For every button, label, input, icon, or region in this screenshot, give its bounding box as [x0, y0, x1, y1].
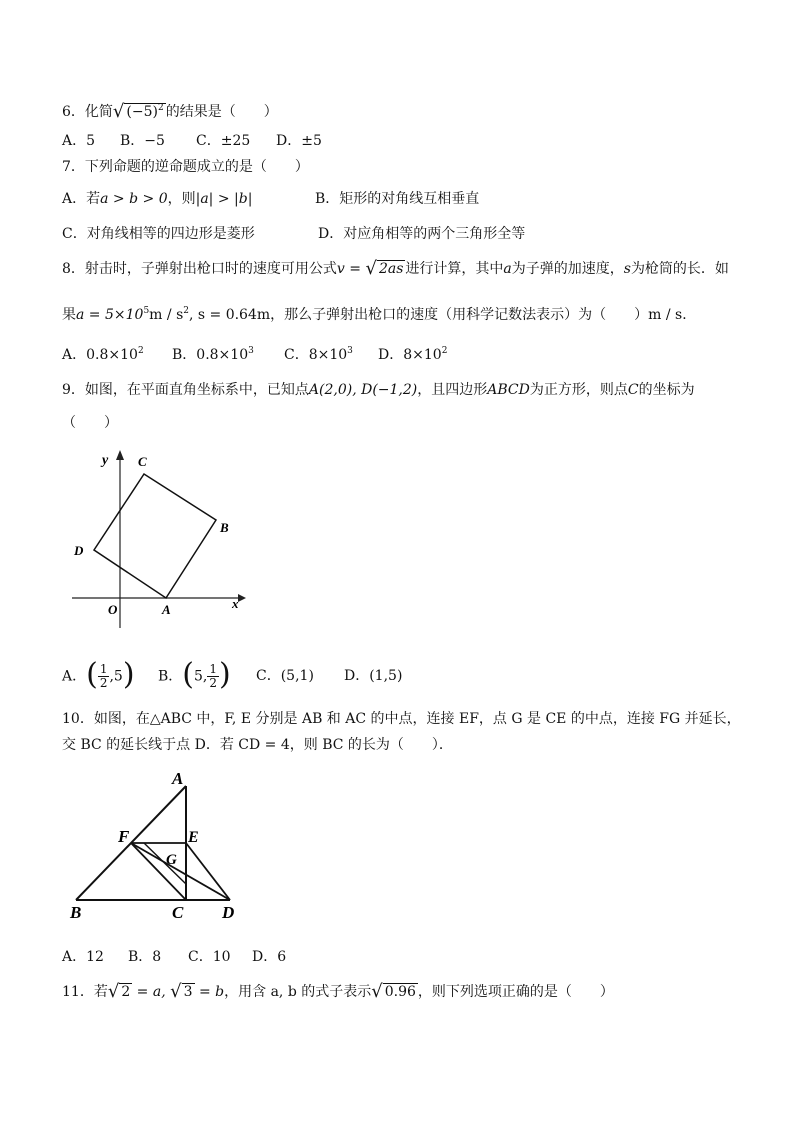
q8-option-b-base: 0.8×10: [196, 347, 249, 363]
q9-text-d: 的坐标为: [638, 382, 695, 398]
q7-option-a-label: A．若: [62, 191, 101, 207]
q8-option-c-exp: 3: [347, 346, 353, 356]
q6-exponent: 2: [157, 103, 164, 113]
q9-x-arrow: [238, 594, 246, 602]
q7-option-a-condition: a > b > 0: [100, 191, 168, 207]
q7-option-a-result: |a| > |b|: [195, 191, 253, 207]
q6-option-a[interactable]: A．5: [62, 133, 96, 149]
q10-label-e: E: [188, 829, 199, 846]
q7-stem: 7．下列命题的逆命题成立的是（ ）: [62, 159, 309, 175]
q10-stem-line2: 交 BC 的延长线于点 D．若 CD = 4，则 BC 的长为（ ）．: [62, 737, 453, 753]
q8-option-b[interactable]: [172, 341, 254, 365]
q10-option-b[interactable]: B．8: [128, 949, 162, 965]
q8-option-a-label: A．: [62, 347, 87, 363]
q8-given-unit-exp: 2: [183, 306, 189, 316]
q9-option-a[interactable]: [62, 656, 135, 692]
q9-text-c: 为正方形，则点: [529, 382, 628, 398]
q8-text-d: 为枪筒的长．如: [630, 261, 729, 277]
q11-radicand-1: 2: [121, 984, 131, 1000]
q6-radical: √ $(-5)^2$: [112, 101, 164, 122]
q8-option-d[interactable]: [378, 341, 447, 365]
q8-given-exp: 5: [143, 306, 150, 316]
q9-option-a-label: A．: [62, 668, 87, 685]
q11-text-mid: ，用含 a, b 的式子表示: [224, 984, 372, 1000]
q9-option-b-numerator: 1: [209, 662, 218, 676]
q6-stem: [62, 98, 278, 122]
q8-given-unit: m / s: [149, 307, 184, 323]
q7-option-a[interactable]: [62, 189, 252, 209]
q9-label-o: O: [108, 602, 118, 617]
q10-label-f: F: [118, 827, 130, 846]
q8-line2-suffix: ，那么子弹射出枪口的速度（用科学记数法表示）为（ ）m / s．: [270, 307, 697, 323]
q11-radicand-3: 0.96: [384, 984, 416, 1000]
q7-option-a-then: ，则: [167, 191, 196, 207]
q6-radicand: (−5): [126, 104, 158, 120]
q8-option-c-base: 8×10: [308, 347, 348, 363]
q9-label-d: D: [74, 543, 84, 558]
q9-text-b: ，且四边形: [417, 382, 488, 398]
q11-radical-3: √ 0.96: [371, 981, 416, 1002]
q8-given-a: a = 5×10: [76, 307, 144, 323]
q11-radical-2: √ 3: [170, 981, 193, 1002]
q8-var-s: s: [623, 261, 631, 277]
q10-label-d: D: [222, 903, 235, 922]
q8-formula-lhs: v =: [336, 261, 366, 277]
q8-option-a-base: 0.8×10: [86, 347, 138, 363]
q9-quad: ABCD: [487, 382, 530, 398]
q9-label-c: C: [138, 454, 147, 469]
q9-option-a-rest: ,5: [109, 668, 123, 685]
q6-option-b[interactable]: B．−5: [120, 133, 165, 149]
q8-option-d-exp: 2: [441, 346, 448, 356]
q10-line-ed: [186, 843, 230, 900]
q9-option-b-close-paren: ): [219, 656, 231, 692]
q10-label-a: A: [172, 769, 184, 788]
q11-eq-b: = b: [194, 984, 225, 1000]
q8-stem-line1: [62, 258, 729, 279]
q8-formula-radical: √ 2as: [365, 258, 404, 279]
q9-option-b-open-paren: (: [182, 656, 195, 692]
q8-line2-prefix: 果: [62, 307, 76, 323]
q9-option-c[interactable]: C．(5,1): [256, 668, 314, 684]
q11-suffix: ，则下列选项正确的是（ ）: [417, 984, 614, 1000]
q9-option-b-label: B．: [158, 668, 183, 685]
q8-var-a: a: [503, 261, 512, 277]
q9-label-y: y: [102, 453, 109, 468]
q7-option-d[interactable]: D．对应角相等的两个三角形全等: [318, 226, 526, 242]
q6-suffix: 的结果是（ ）: [165, 104, 278, 120]
q10-label-c: C: [172, 903, 184, 922]
q10-option-d[interactable]: D．6: [252, 949, 287, 965]
q9-option-b-first: 5,: [194, 668, 208, 685]
q10-label-g: G: [166, 852, 177, 868]
q9-square-abcd: [94, 474, 216, 598]
q6-option-d[interactable]: D．±5: [276, 133, 322, 149]
q9-option-b-denominator: 2: [209, 676, 218, 690]
q9-option-a-fraction: [98, 663, 110, 690]
q8-option-d-base: 8×10: [403, 347, 442, 363]
q11-radical-1: √ 2: [107, 981, 131, 1002]
q9-stem-line1: [62, 380, 695, 400]
q9-option-a-numerator: 1: [99, 662, 108, 676]
q10-option-c[interactable]: C．10: [188, 949, 231, 965]
q7-option-b[interactable]: B．矩形的对角线互相垂直: [315, 191, 480, 207]
q8-stem-line2: [62, 301, 696, 325]
q10-option-a[interactable]: A．12: [62, 949, 104, 965]
q11-eq-a: = a,: [132, 984, 171, 1000]
q8-text-c: 为子弹的加速度，: [511, 261, 624, 277]
q8-given-s: , s = 0.64m: [188, 307, 271, 323]
q9-stem-line2: （ ）: [62, 415, 118, 431]
q9-y-arrow: [116, 450, 124, 460]
q8-option-c[interactable]: [284, 341, 353, 365]
q8-option-c-label: C．: [284, 347, 309, 363]
q9-option-d[interactable]: D．(1,5): [344, 668, 403, 684]
q9-option-b[interactable]: [158, 656, 231, 692]
q8-text-b: 进行计算，其中: [405, 261, 504, 277]
q9-text-a: 9．如图，在平面直角坐标系中，已知点: [62, 382, 309, 398]
q9-figure: [66, 446, 266, 636]
q10-stem-line1: 10．如图，在△ABC 中，F, E 分别是 AB 和 AC 的中点，连接 EF，点 G 是 CE 的中点，连接 FG 并延长，: [62, 711, 741, 727]
q8-text-a: 8．射击时，子弹射出枪口时的速度可用公式: [62, 261, 337, 277]
q10-line-fc: [131, 843, 186, 900]
q6-option-c[interactable]: C．±25: [196, 133, 251, 149]
q9-label-x: x: [232, 596, 239, 611]
q11-radicand-2: 3: [183, 984, 193, 1000]
q8-option-a[interactable]: [62, 341, 144, 365]
q9-option-a-open-paren: (: [86, 656, 98, 692]
q8-formula-radicand: 2as: [378, 261, 404, 277]
q11-prefix: 11．若: [62, 984, 108, 1000]
q9-label-a: A: [162, 602, 171, 617]
q10-line-fd: [131, 843, 230, 900]
q9-option-b-fraction: [207, 663, 219, 690]
q9-label-b: B: [220, 520, 229, 535]
q9-option-a-close-paren: ): [122, 656, 135, 692]
q8-option-b-label: B．: [172, 347, 197, 363]
q8-option-d-label: D．: [378, 347, 404, 363]
q9-point-c: C: [627, 382, 639, 398]
q8-option-a-exp: 2: [137, 346, 144, 356]
q11-stem: [62, 981, 614, 1002]
q10-label-b: B: [70, 903, 82, 922]
q6-prefix: 6．化简: [62, 104, 113, 120]
q9-points: A(2,0), D(−1,2): [308, 382, 418, 398]
q8-option-b-exp: 3: [248, 346, 254, 356]
q10-figure: [66, 764, 256, 932]
q7-option-c[interactable]: C．对角线相等的四边形是菱形: [62, 226, 255, 242]
q9-option-a-denominator: 2: [99, 676, 108, 690]
